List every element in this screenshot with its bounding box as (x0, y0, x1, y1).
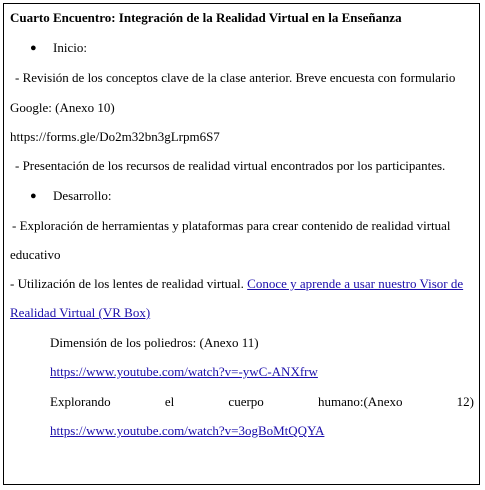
desarrollo-item1-line1: - Exploración de herramientas y plataformas para crear contenido de realidad virtual (12, 218, 451, 233)
resource2-word: 12) (456, 394, 474, 409)
desarrollo-item1-line2: educativo (10, 247, 61, 262)
inicio-item1-line1: - Revisión de los conceptos clave de la clase anterior. Breve encuesta con formulario (15, 70, 456, 85)
resource1-label: Dimensión de los poliedros: (Anexo 11) (50, 335, 259, 350)
resource2-word: Explorando (50, 394, 111, 409)
desarrollo-item2-prefix: - Utilización de los lentes de realidad virtual. (10, 276, 244, 291)
inicio-item1-line2: Google: (Anexo 10) (10, 100, 115, 115)
resource2-word: cuerpo (228, 394, 264, 409)
resource2-link-wrap (50, 423, 324, 439)
desarrollo-item2 (10, 276, 463, 292)
resource2-word: humano:(Anexo (317, 394, 403, 409)
inicio-item2: - Presentación de los recursos de realidad virtual encontrados por los participantes. (15, 158, 446, 173)
desarrollo-heading: Desarrollo: (53, 188, 112, 203)
resource2-link[interactable]: https://www.youtube.com/watch?v=3ogBoMtQQYA (50, 423, 325, 438)
inicio-heading: Inicio: (53, 40, 87, 55)
resource2-word: el (164, 394, 175, 409)
bullet-icon: ● (30, 42, 37, 54)
vr-box-link-line1[interactable]: Conoce y aprende a usar nuestro Visor de (247, 276, 464, 291)
vr-box-link-line2-wrap (10, 305, 150, 321)
bullet-icon: ● (30, 190, 37, 202)
document-title: Cuarto Encuentro: Integración de la Realidad Virtual en la Enseñanza (10, 10, 402, 25)
resource1-link-wrap (50, 364, 318, 380)
vr-box-link-line2[interactable]: Realidad Virtual (VR Box) (10, 305, 151, 320)
form-url-text: https://forms.gle/Do2m32bn3gLrpm6S7 (10, 129, 220, 144)
resource2-label (50, 394, 474, 410)
resource1-link[interactable]: https://www.youtube.com/watch?v=-ywC-ANXfrw (50, 364, 318, 379)
